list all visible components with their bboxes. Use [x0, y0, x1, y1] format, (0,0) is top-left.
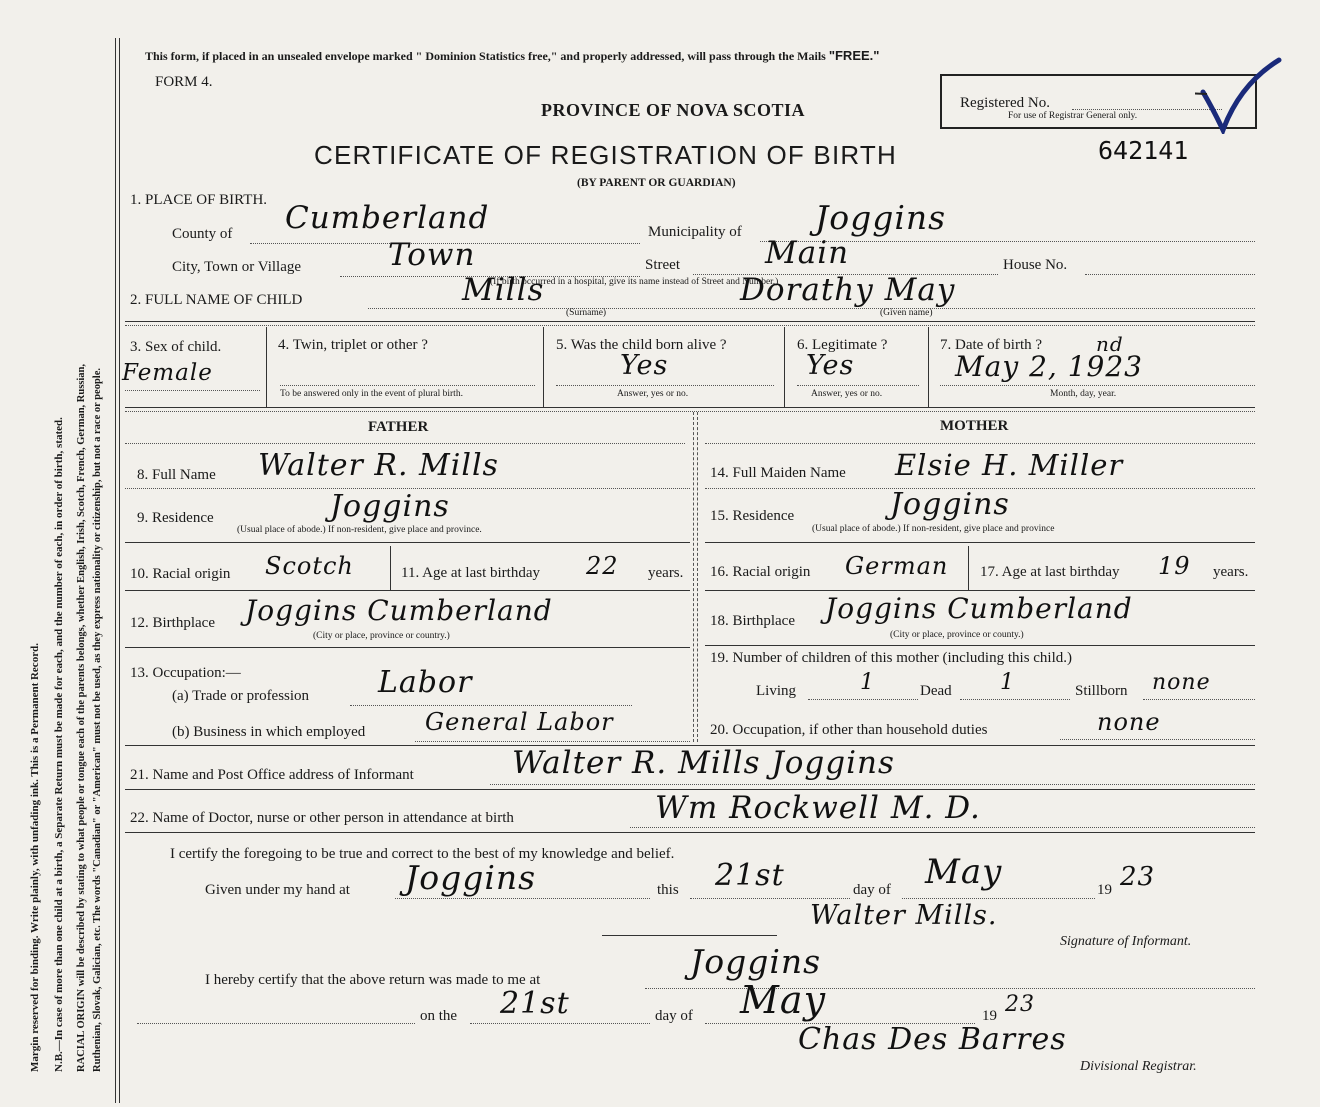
on-month-value: May — [740, 978, 827, 1022]
on-year-prefix: 19 — [982, 1008, 997, 1024]
on-the-label: on the — [420, 1008, 458, 1024]
child-surname-value: Mills — [462, 272, 545, 308]
parents-divider-2 — [697, 412, 698, 742]
father-rule-4 — [125, 647, 690, 648]
twin-label: 4. Twin, triplet or other ? — [278, 337, 428, 353]
father-race-value: Scotch — [265, 552, 354, 580]
stillborn-label: Stillborn — [1075, 683, 1128, 699]
doctor-label: 22. Name of Doctor, nurse or other person in attendance at birth — [130, 810, 514, 826]
rule-1 — [125, 321, 1255, 322]
father-age-label: 11. Age at last birthday — [401, 565, 540, 581]
rule-1b — [125, 325, 1255, 326]
mother-residence-value: Joggins — [890, 487, 1010, 522]
given-month-line — [902, 898, 1095, 899]
mother-birthplace-value: Joggins Cumberland — [825, 592, 1133, 625]
twin-note: To be answered only in the event of plural birth. — [280, 389, 463, 399]
legitimate-value: Yes — [806, 350, 855, 381]
on-year-value: 23 — [1005, 992, 1035, 1017]
county-value: Cumberland — [285, 200, 490, 236]
father-age-years: years. — [648, 565, 684, 581]
mother-race-value: German — [845, 552, 949, 580]
mother-residence-label: 15. Residence — [710, 508, 795, 524]
date-of-birth-label: 7. Date of birth ? — [940, 337, 1043, 353]
rule-2b — [125, 411, 1255, 412]
business-value: General Labor — [425, 708, 614, 736]
province-title: PROVINCE OF NOVA SCOTIA — [541, 100, 806, 120]
divider-4-5 — [543, 327, 544, 407]
county-label: County of — [172, 226, 233, 242]
rule-2 — [125, 407, 1255, 408]
father-race-label: 10. Racial origin — [130, 566, 231, 582]
return-place-value: Joggins — [690, 942, 822, 981]
parents-divider — [693, 412, 694, 742]
informant-value: Walter R. Mills Joggins — [512, 745, 895, 781]
certificate-title: CERTIFICATE OF REGISTRATION OF BIRTH — [314, 140, 897, 170]
given-year-value: 23 — [1120, 862, 1156, 892]
mother-age-label: 17. Age at last birthday — [980, 564, 1120, 580]
certify-statement: I certify the foregoing to be true and correct to the best of my knowledge and belief. — [170, 846, 675, 862]
informant-line — [490, 784, 1255, 785]
living-line — [808, 699, 918, 700]
doctor-line — [630, 827, 1255, 828]
date-of-birth-line — [940, 385, 1255, 386]
mother-rule-0 — [705, 443, 1255, 444]
given-under-label: Given under my hand at — [205, 882, 350, 898]
municipality-label: Municipality of — [648, 224, 742, 240]
mother-rule-2 — [705, 542, 1255, 543]
given-day-line — [690, 898, 850, 899]
legitimate-label: 6. Legitimate ? — [797, 337, 888, 353]
living-value: 1 — [860, 670, 875, 695]
date-of-birth-suffix: nd — [1096, 332, 1124, 356]
given-place-value: Joggins — [405, 858, 537, 897]
child-name-line — [368, 308, 1255, 309]
certificate-subtitle: (BY PARENT OR GUARDIAN) — [577, 177, 736, 189]
father-residence-label: 9. Residence — [137, 510, 214, 526]
sex-line — [125, 390, 260, 391]
registrar-signature: Chas Des Barres — [798, 1022, 1067, 1057]
father-age-value: 22 — [586, 552, 619, 580]
given-place-line — [395, 898, 650, 899]
father-rule-0 — [125, 443, 685, 444]
signature-caption: Signature of Informant. — [1060, 934, 1192, 949]
child-given-value: Dorathy May — [740, 272, 956, 308]
on-dayof-label: day of — [655, 1008, 693, 1024]
signature-dash — [602, 935, 777, 936]
margin-note-1: Margin reserved for binding. Write plainly, with unfading ink. This is a Permanent Record. — [29, 643, 41, 1072]
business-label: (b) Business in which employed — [172, 724, 366, 740]
return-label: I hereby certify that the above return was made to me at — [205, 972, 541, 988]
date-of-birth-value: May 2, 1923 — [955, 350, 1143, 383]
alive-label: 5. Was the child born alive ? — [556, 337, 727, 353]
registrar-use-note: For use of Registrar General only. — [1008, 111, 1138, 121]
father-residence-value: Joggins — [330, 489, 450, 524]
father-name-value: Walter R. Mills — [258, 448, 499, 483]
mother-birthplace-note: (City or place, province or county.) — [890, 630, 1024, 640]
father-name-label: 8. Full Name — [137, 467, 216, 483]
mother-age-value: 19 — [1158, 552, 1191, 580]
father-birthplace-label: 12. Birthplace — [130, 615, 215, 631]
alive-line — [556, 385, 774, 386]
mother-residence-note: (Usual place of abode.) If non-resident, give place and province — [812, 524, 1055, 534]
checkmark-icon — [1195, 54, 1285, 134]
mother-age-years: years. — [1213, 564, 1249, 580]
mother-birthplace-label: 18. Birthplace — [710, 613, 795, 629]
father-race-divider — [390, 546, 391, 590]
father-heading: FATHER — [368, 419, 429, 435]
dead-line — [960, 699, 1070, 700]
father-rule-2 — [125, 542, 690, 543]
form-number: FORM 4. — [155, 74, 213, 90]
stillborn-value: none — [1152, 670, 1211, 695]
mother-race-label: 16. Racial origin — [710, 564, 811, 580]
given-name-caption: (Given name) — [880, 308, 933, 318]
mail-notice-free: "FREE." — [828, 48, 880, 63]
given-year-prefix: 19 — [1097, 882, 1112, 898]
margin-note-4: Ruthenian, Slovak, Galician, etc. The words "Canadian" or "American" must not be used, as they express nationality or citizenship, but not a race or people. — [92, 367, 103, 1072]
surname-caption: (Surname) — [566, 308, 607, 318]
informant-signature: Walter Mills. — [810, 900, 998, 931]
street-value: Main — [765, 235, 850, 271]
mother-occupation-label: 20. Occupation, if other than household duties — [710, 722, 988, 738]
informant-label: 21. Name and Post Office address of Informant — [130, 767, 414, 783]
alive-value: Yes — [620, 350, 669, 381]
given-month-value: May — [925, 852, 1003, 892]
mother-race-divider — [968, 546, 969, 590]
legitimate-note: Answer, yes or no. — [811, 389, 883, 399]
house-line — [1085, 274, 1255, 275]
divider-5-6 — [784, 327, 785, 407]
mother-rule-3 — [705, 590, 1255, 591]
mother-occupation-value: none — [1097, 708, 1161, 736]
return-place-line — [645, 988, 1255, 989]
stamp-number: 642141 — [1098, 136, 1189, 165]
city-label: City, Town or Village — [172, 259, 302, 275]
dead-value: 1 — [1000, 670, 1015, 695]
dead-label: Dead — [920, 683, 952, 699]
on-day-line — [470, 1023, 650, 1024]
legitimate-line — [797, 385, 919, 386]
margin-note-2: N.B.—In case of more than one child at a birth, a Separate Return must be made for each, and the number of each, in order of birth, stated. — [53, 417, 65, 1072]
divider-3-4 — [266, 327, 267, 407]
mother-rule-4 — [705, 645, 1255, 646]
doctor-value: Wm Rockwell M. D. — [655, 790, 981, 826]
living-label: Living — [756, 683, 796, 699]
municipality-value: Joggins — [815, 198, 947, 237]
margin-rule-inner — [119, 38, 120, 1103]
this-label: this — [657, 882, 679, 898]
divider-6-7 — [928, 327, 929, 407]
rule-5 — [125, 832, 1255, 833]
on-day-value: 21st — [500, 986, 570, 1021]
registered-label: Registered No. — [960, 95, 1050, 111]
father-birthplace-value: Joggins Cumberland — [245, 594, 553, 627]
mail-notice — [145, 48, 879, 64]
registrar-caption: Divisional Registrar. — [1080, 1059, 1197, 1074]
margin-note-3: RACIAL ORIGIN will be described by stating to what people or tongue each of the parents belongs, whether English, Irish, Scotch, French, German, Russian, — [76, 363, 87, 1072]
mother-name-label: 14. Full Maiden Name — [710, 465, 846, 481]
given-dayof-label: day of — [853, 882, 891, 898]
occupation-label: 13. Occupation:— — [130, 665, 241, 681]
on-the-lead-line — [137, 1023, 415, 1024]
father-birthplace-note: (City or place, province or country.) — [313, 631, 450, 641]
date-of-birth-note: Month, day, year. — [1050, 389, 1117, 399]
street-label: Street — [645, 257, 680, 273]
father-rule-3 — [125, 590, 690, 591]
city-value: Town — [388, 237, 476, 273]
twin-line — [280, 385, 535, 386]
margin-rule — [115, 38, 116, 1103]
place-of-birth-label: 1. PLACE OF BIRTH. — [130, 192, 268, 208]
sex-label: 3. Sex of child. — [130, 339, 222, 355]
father-residence-note: (Usual place of abode.) If non-resident, give place and province. — [237, 525, 482, 535]
business-line — [415, 741, 690, 742]
mother-heading: MOTHER — [940, 418, 1009, 434]
mother-occupation-line — [1060, 739, 1255, 740]
trade-value: Labor — [378, 665, 473, 700]
house-label: House No. — [1003, 257, 1068, 273]
child-name-label: 2. FULL NAME OF CHILD — [130, 292, 303, 308]
given-day-value: 21st — [715, 858, 785, 893]
stillborn-line — [1143, 699, 1255, 700]
mail-notice-text: This form, if placed in an unsealed envelope marked " Dominion Statistics free," and properly addressed, will pass through the Mails — [145, 49, 829, 63]
trade-line — [350, 705, 632, 706]
trade-label: (a) Trade or profession — [172, 688, 310, 704]
sex-value: Female — [122, 360, 213, 386]
alive-note: Answer, yes or no. — [617, 389, 689, 399]
mother-name-value: Elsie H. Miller — [895, 448, 1124, 482]
hospital-note: (If birth occurred in a hospital, give its name instead of Street and Number.) — [490, 277, 779, 287]
children-count-label: 19. Number of children of this mother (including this child.) — [710, 650, 1073, 666]
